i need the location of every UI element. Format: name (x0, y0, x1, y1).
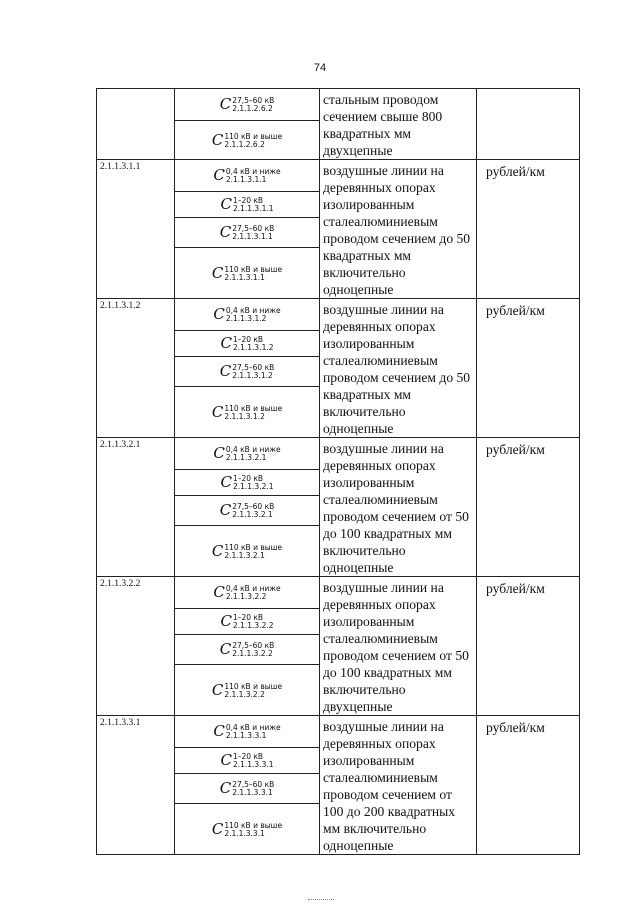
rate-symbol-indices (233, 614, 274, 630)
rate-unit: рублей/км (477, 160, 580, 299)
rate-symbol-indices (232, 225, 274, 241)
rate-code-subscript: 2.1.1.3.2.1 (232, 510, 273, 520)
rate-symbol-letter: C (219, 501, 232, 520)
rate-symbol-indices (226, 585, 281, 601)
rate-code-subscript: 2.1.1.3.1.1 (225, 175, 267, 185)
rate-symbol-cell (175, 496, 320, 526)
rate-symbol-letter: C (213, 166, 225, 185)
rate-code-cell (97, 89, 175, 160)
voltage-class-superscript: 27,5–60 кВ (232, 502, 275, 512)
rate-symbol-indices (233, 753, 274, 769)
voltage-class-superscript: 27,5–60 кВ (232, 641, 275, 651)
rate-description: воздушные линии на деревянных опорах изолированным сталеалюминиевым проводом сечением от 50 до 100 квадратных мм включительно одноцепные (320, 438, 477, 577)
rate-symbol-cell (175, 609, 320, 635)
voltage-class-superscript: 0,4 кВ и ниже (225, 584, 281, 594)
rate-symbol-indices (226, 168, 281, 184)
rate-unit: рублей/км (477, 577, 580, 716)
voltage-class-superscript: 110 кВ и выше (224, 681, 283, 691)
rate-symbol-letter: C (220, 195, 232, 214)
voltage-class-superscript: 1–20 кВ (232, 474, 264, 484)
rate-code-subscript: 2.1.1.3.3.1 (225, 731, 267, 741)
rate-code-subscript: 2.1.1.3.3.1 (232, 788, 273, 798)
rate-code-subscript: 2.1.1.3.1.2 (225, 314, 267, 324)
rate-code-subscript: 2.1.1.3.2.2 (232, 649, 273, 659)
rate-unit (477, 89, 580, 160)
rate-symbol-cell (175, 331, 320, 357)
rate-code-subscript: 2.1.1.3.1.1 (232, 232, 273, 242)
rate-symbol-letter: C (220, 751, 232, 770)
rate-code-subscript: 2.1.1.3.1.1 (232, 204, 274, 214)
rate-symbol-cell (175, 160, 320, 192)
rate-symbol-cell (175, 387, 320, 438)
voltage-class-superscript: 110 кВ и выше (224, 131, 283, 141)
rate-symbol-letter: C (220, 473, 232, 492)
rate-symbol-cell (175, 577, 320, 609)
rate-symbol-cell (175, 526, 320, 577)
table-row (97, 299, 580, 331)
rate-symbol-cell (175, 357, 320, 387)
table-row (97, 438, 580, 470)
rates-table (96, 88, 580, 855)
rate-symbol-letter: C (219, 640, 232, 659)
rate-symbol-letter: C (220, 334, 232, 353)
rate-symbol-letter: C (213, 444, 225, 463)
rate-symbol-letter: C (213, 583, 225, 602)
rate-symbol-indices (232, 642, 274, 658)
page-number: 74 (313, 62, 327, 74)
table-row (97, 577, 580, 609)
rate-symbol-cell (175, 635, 320, 665)
voltage-class-superscript: 1–20 кВ (232, 335, 264, 345)
rate-unit: рублей/км (477, 299, 580, 438)
rate-code-cell: 2.1.1.3.1.1 (97, 160, 175, 299)
rate-description: стальным проводом сечением свыше 800 квадратных мм двухцепные (320, 89, 477, 160)
rate-code-subscript: 2.1.1.3.2.1 (225, 453, 267, 463)
rate-symbol-letter: C (219, 95, 232, 114)
rate-symbol-cell (175, 248, 320, 299)
rate-symbol-indices (224, 544, 282, 560)
rate-code-cell: 2.1.1.3.1.2 (97, 299, 175, 438)
rate-symbol-cell (175, 470, 320, 496)
rate-code-subscript: 2.1.1.3.3.1 (232, 760, 274, 770)
page-footer-mark (308, 899, 334, 901)
rate-description: воздушные линии на деревянных опорах изолированным сталеалюминиевым проводом сечением до 50 квадратных мм включительно одноцепные (320, 299, 477, 438)
rate-symbol-letter: C (211, 819, 224, 838)
rate-symbol-indices (233, 197, 274, 213)
rate-description: воздушные линии на деревянных опорах изолированным сталеалюминиевым проводом сечением до 50 квадратных мм включительно одноцепные (320, 160, 477, 299)
rate-symbol-indices (233, 336, 274, 352)
table-row (97, 716, 580, 748)
voltage-class-superscript: 110 кВ и выше (224, 542, 283, 552)
voltage-class-superscript: 0,4 кВ и ниже (225, 445, 281, 455)
voltage-class-superscript: 27,5–60 кВ (232, 780, 275, 790)
rate-symbol-cell (175, 438, 320, 470)
rate-symbol-cell (175, 774, 320, 804)
rate-symbol-letter: C (219, 223, 232, 242)
rate-symbol-letter: C (211, 402, 224, 421)
rate-code-subscript: 2.1.1.3.2.2 (232, 621, 274, 631)
rate-code-subscript: 2.1.1.3.2.2 (224, 689, 265, 699)
rate-symbol-indices (224, 133, 282, 149)
rate-code-subscript: 2.1.1.3.1.1 (224, 272, 265, 282)
rate-unit: рублей/км (477, 716, 580, 855)
rate-symbol-cell (175, 665, 320, 716)
rate-symbol-indices (232, 781, 274, 797)
rate-code-cell: 2.1.1.3.3.1 (97, 716, 175, 855)
voltage-class-superscript: 110 кВ и выше (224, 403, 283, 413)
voltage-class-superscript: 110 кВ и выше (224, 820, 283, 830)
rate-symbol-cell (175, 716, 320, 748)
rate-code-subscript: 2.1.1.3.1.2 (224, 411, 265, 421)
voltage-class-superscript: 1–20 кВ (232, 196, 264, 206)
rate-symbol-cell (175, 89, 320, 121)
rate-code-subscript: 2.1.1.3.2.2 (225, 592, 267, 602)
rate-description: воздушные линии на деревянных опорах изолированным сталеалюминиевым проводом сечением от 50 до 100 квадратных мм включительно двухцепные (320, 577, 477, 716)
rate-symbol-letter: C (211, 130, 224, 149)
rate-symbol-indices (224, 822, 282, 838)
rate-symbol-indices (233, 475, 274, 491)
rate-unit: рублей/км (477, 438, 580, 577)
rate-symbol-cell (175, 218, 320, 248)
rate-symbol-letter: C (213, 305, 225, 324)
rate-symbol-indices (224, 266, 282, 282)
rate-description: воздушные линии на деревянных опорах изолированным сталеалюминиевым проводом сечением от 100 до 200 квадратных мм включительно одноцепные (320, 716, 477, 855)
rate-symbol-indices (226, 724, 281, 740)
rate-symbol-indices (224, 405, 282, 421)
rate-symbol-indices (232, 503, 274, 519)
voltage-class-superscript: 27,5–60 кВ (232, 96, 275, 106)
rate-symbol-indices (226, 307, 281, 323)
rate-code-cell: 2.1.1.3.2.1 (97, 438, 175, 577)
voltage-class-superscript: 0,4 кВ и ниже (225, 167, 281, 177)
rate-symbol-letter: C (219, 362, 232, 381)
table-row (97, 89, 580, 121)
rate-code-subscript: 2.1.1.3.2.1 (232, 482, 274, 492)
rate-code-subscript: 2.1.1.3.1.2 (232, 371, 273, 381)
voltage-class-superscript: 27,5–60 кВ (232, 363, 275, 373)
rate-symbol-cell (175, 192, 320, 218)
rates-table-body (97, 89, 580, 855)
rate-symbol-letter: C (219, 779, 232, 798)
voltage-class-superscript: 1–20 кВ (232, 752, 264, 762)
voltage-class-superscript: 0,4 кВ и ниже (225, 723, 281, 733)
rate-symbol-letter: C (213, 722, 225, 741)
voltage-class-superscript: 27,5–60 кВ (232, 224, 275, 234)
rate-code-subscript: 2.1.1.3.3.1 (224, 828, 265, 838)
rate-symbol-cell (175, 804, 320, 855)
rate-symbol-letter: C (211, 680, 224, 699)
rate-code-subscript: 2.1.1.3.2.1 (224, 550, 265, 560)
voltage-class-superscript: 110 кВ и выше (224, 264, 283, 274)
rate-symbol-indices (232, 97, 274, 113)
rate-symbol-letter: C (220, 612, 232, 631)
rate-symbol-cell (175, 121, 320, 160)
rate-symbol-indices (226, 446, 281, 462)
rate-code-subscript: 2.1.1.3.1.2 (232, 343, 274, 353)
rate-symbol-cell (175, 299, 320, 331)
voltage-class-superscript: 0,4 кВ и ниже (225, 306, 281, 316)
rate-code-cell: 2.1.1.3.2.2 (97, 577, 175, 716)
rate-symbol-letter: C (211, 263, 224, 282)
voltage-class-superscript: 1–20 кВ (232, 613, 264, 623)
rate-symbol-indices (224, 683, 282, 699)
rate-code-subscript: 2.1.1.2.6.2 (232, 104, 273, 114)
rate-symbol-indices (232, 364, 274, 380)
table-row (97, 160, 580, 192)
rate-symbol-cell (175, 748, 320, 774)
rate-symbol-letter: C (211, 541, 224, 560)
rate-code-subscript: 2.1.1.2.6.2 (224, 139, 265, 149)
